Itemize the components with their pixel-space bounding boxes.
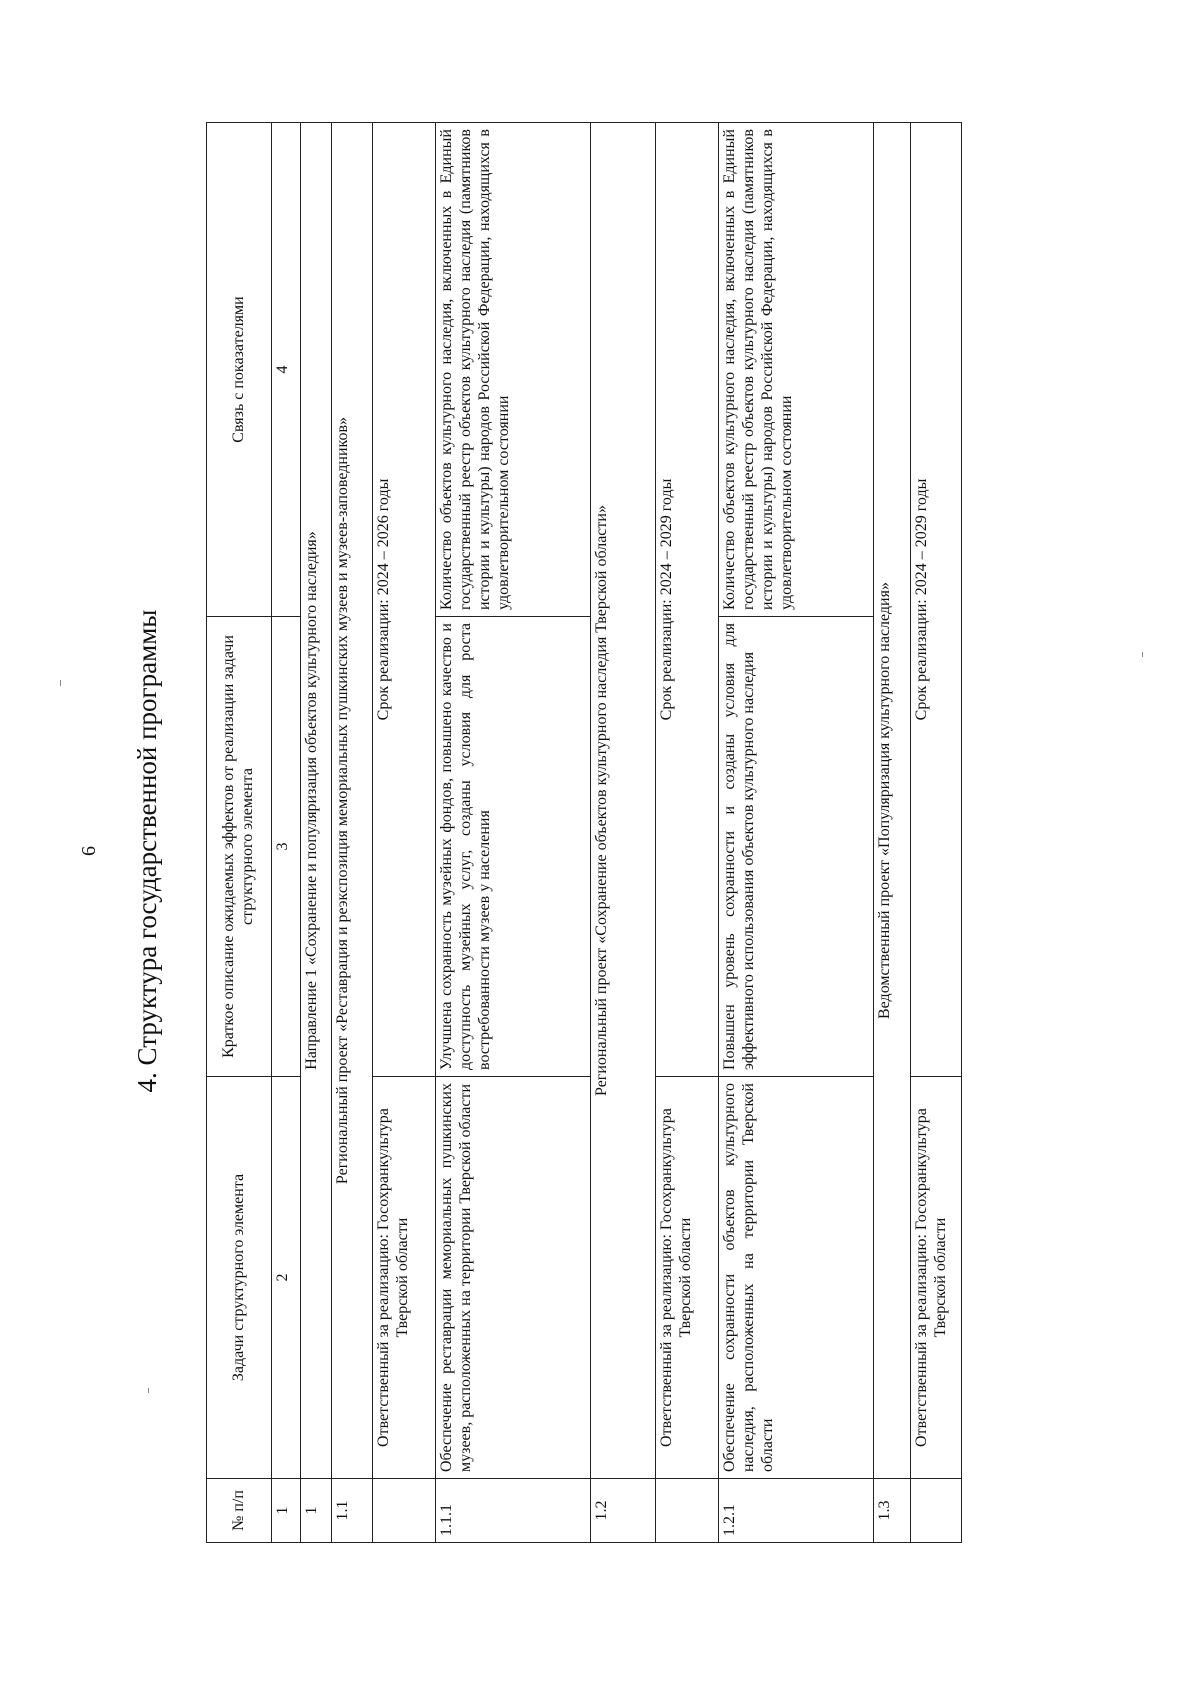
document-title: 4. Структура государственной программы (132, 609, 162, 1093)
header-row (207, 123, 272, 1543)
column-number: 2 (272, 1077, 301, 1479)
row-number-empty (911, 1479, 962, 1543)
column-number-row (272, 123, 301, 1543)
header-effects: Краткое описание ожидаемых эффектов от реализации задачи структурного элемента (207, 617, 272, 1077)
row-number-empty (373, 1479, 436, 1543)
row-number: 1.2 (591, 1479, 656, 1543)
period-cell: Срок реализации: 2024 – 2029 годы (911, 123, 962, 1077)
row-number: 1.2.1 (719, 1479, 874, 1543)
task-row (719, 123, 874, 1543)
project-title: Региональный проект «Реставрация и реэкспозиция мемориальных пушкинских музеев и музеев-заповедников» (332, 123, 373, 1479)
indicator-cell: Количество объектов культурного наследия, включенных в Единый государственный реестр объектов культурного наследия (памятников истории и культуры) народов Российской Федерации, находящихся в удовлетворительном состоянии (719, 123, 874, 617)
scan-speck (60, 680, 61, 686)
project-row (591, 123, 656, 1543)
effect-cell: Повышен уровень сохранности и созданы условия для эффективного использования объектов культурного наследия (719, 617, 874, 1077)
project-row (332, 123, 373, 1543)
project-row (874, 123, 911, 1543)
page-number: 6 (78, 846, 100, 856)
scan-speck (1142, 652, 1143, 657)
project-title: Ведомственный проект «Популяризация культурного наследия» (874, 123, 911, 1479)
program-structure-table (206, 122, 962, 1543)
period-cell: Срок реализации: 2024 – 2029 годы (656, 123, 719, 1077)
project-title: Региональный проект «Сохранение объектов культурного наследия Тверской области» (591, 123, 656, 1479)
responsible-row (911, 123, 962, 1543)
column-number: 3 (272, 617, 301, 1077)
responsible-cell: Ответственный за реализацию: Госохранкультура Тверской области (911, 1077, 962, 1479)
indicator-cell: Количество объектов культурного наследия, включенных в Единый государственный реестр объектов культурного наследия (памятников истории и культуры) народов Российской Федерации, находящихся в удовлетворительном состоянии (436, 123, 591, 617)
header-indicators: Связь с показателями (207, 123, 272, 617)
effect-cell: Улучшена сохранность музейных фондов, повышено качество и доступность музейных услуг, созданы условия для роста востребованности музеев у населения (436, 617, 591, 1077)
period-cell: Срок реализации: 2024 – 2026 годы (373, 123, 436, 1077)
row-number-empty (656, 1479, 719, 1543)
task-cell: Обеспечение сохранности объектов культурного наследия, расположенных на территории Тверской области (719, 1077, 874, 1479)
header-tasks: Задачи структурного элемента (207, 1077, 272, 1479)
row-number: 1.3 (874, 1479, 911, 1543)
row-number: 1 (301, 1479, 332, 1543)
column-number: 1 (272, 1479, 301, 1543)
responsible-cell: Ответственный за реализацию: Госохранкультура Тверской области (373, 1077, 436, 1479)
header-number: № п/п (207, 1479, 272, 1543)
direction-title: Направление 1 «Сохранение и популяризация объектов культурного наследия» (301, 123, 332, 1479)
task-row (436, 123, 591, 1543)
responsible-row (656, 123, 719, 1543)
row-number: 1.1 (332, 1479, 373, 1543)
scan-speck (148, 1388, 149, 1393)
responsible-row (373, 123, 436, 1543)
responsible-cell: Ответственный за реализацию: Госохранкультура Тверской области (656, 1077, 719, 1479)
task-cell: Обеспечение реставрации мемориальных пушкинских музеев, расположенных на территории Тверской области (436, 1077, 591, 1479)
row-number: 1.1.1 (436, 1479, 591, 1543)
column-number: 4 (272, 123, 301, 617)
rotated-page-content (0, 51, 1100, 1651)
direction-row (301, 123, 332, 1543)
